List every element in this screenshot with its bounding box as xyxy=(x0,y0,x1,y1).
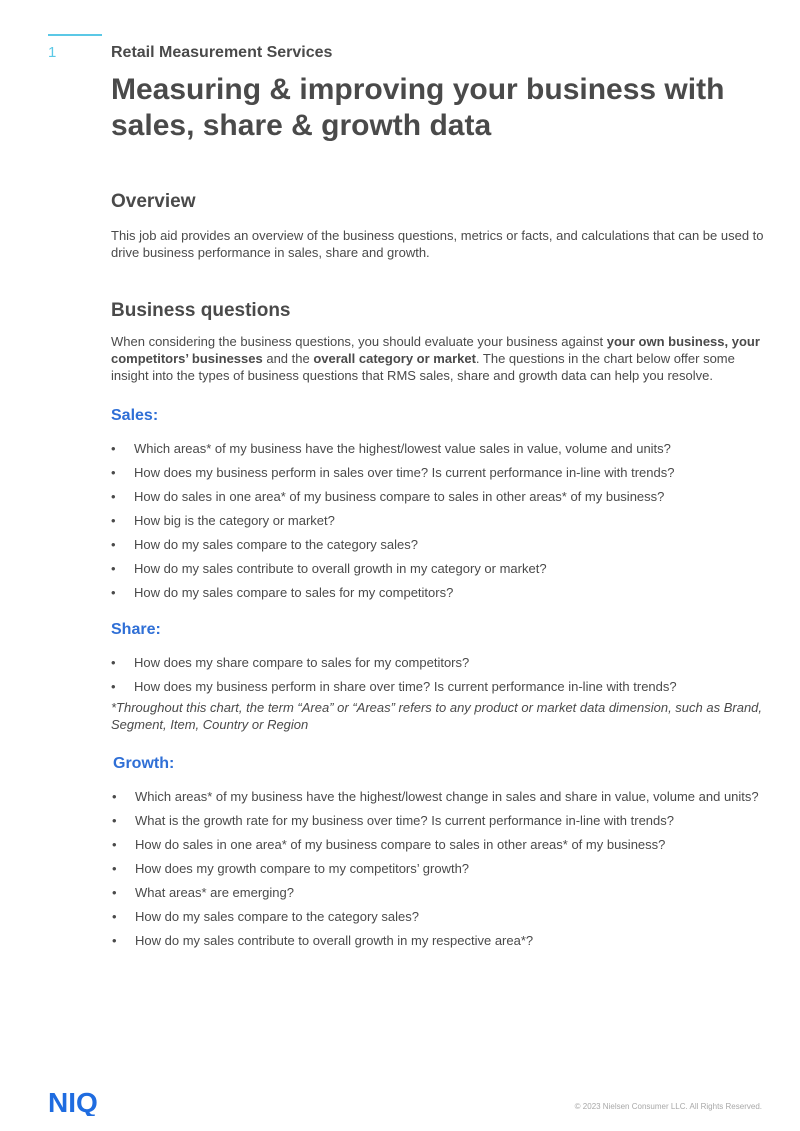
intro-bold-1: your own business, your competitors’ businesses xyxy=(111,334,760,366)
sales-question-list xyxy=(111,441,771,601)
page-accent-rule xyxy=(48,34,102,36)
document-body xyxy=(111,44,771,957)
document-eyebrow: Retail Measurement Services xyxy=(111,44,333,61)
intro-text-1: When considering the business questions, you should evaluate your business against xyxy=(111,334,607,349)
copyright-notice: © 2023 Nielsen Consumer LLC. All Rights Reserved. xyxy=(574,1102,762,1111)
bullet-icon: • xyxy=(112,933,117,948)
bullet-icon: • xyxy=(111,489,116,504)
intro-text-3: . The questions in the chart below offer some insight into the types of business questions that RMS sales, share and growth data can help you resolve. xyxy=(111,351,735,383)
list-item: • How do my sales compare to the category sales? xyxy=(111,537,418,552)
bullet-icon: • xyxy=(111,537,116,552)
intro-text-2: and the xyxy=(262,351,314,366)
sales-heading: Sales: xyxy=(111,407,159,424)
intro-bold-2: overall category or market xyxy=(313,351,476,366)
niq-logo xyxy=(48,1088,108,1121)
growth-question-list xyxy=(112,789,771,949)
list-item: • How does my growth compare to my competitors’ growth? xyxy=(112,861,470,876)
page-number: 1 xyxy=(48,44,57,61)
page-title: Measuring & improving your business with sales, share & growth data xyxy=(111,73,725,142)
list-item: • How do my sales compare to sales for my competitors? xyxy=(111,585,454,600)
list-item: • Which areas* of my business have the highest/lowest change in sales and share in value, volume and units? xyxy=(112,789,759,804)
bullet-icon: • xyxy=(112,909,117,924)
share-heading: Share: xyxy=(111,621,161,638)
area-definition-note: *Throughout this chart, the term “Area” or “Areas” refers to any product or market data dimension, such as Brand, Segment, Item, Country or Region xyxy=(111,700,763,732)
business-questions-heading: Business questions xyxy=(111,300,291,321)
bullet-icon: • xyxy=(111,513,116,528)
bullet-icon: • xyxy=(111,441,116,456)
bullet-icon: • xyxy=(111,585,116,600)
list-item: • How do my sales contribute to overall growth in my category or market? xyxy=(111,561,547,576)
list-item: • How big is the category or market? xyxy=(111,513,335,528)
overview-heading: Overview xyxy=(111,191,196,212)
list-item: • How does my business perform in sales over time? Is current performance in-line with trends? xyxy=(111,465,675,480)
list-item: • How does my share compare to sales for my competitors? xyxy=(111,655,470,670)
niq-logo-text: NIQ xyxy=(48,1088,98,1116)
business-questions-intro xyxy=(111,333,771,384)
list-item: • How do sales in one area* of my business compare to sales in other areas* of my business? xyxy=(112,837,666,852)
list-item: • Which areas* of my business have the highest/lowest value sales in value, volume and units? xyxy=(111,441,671,456)
share-question-list xyxy=(111,655,771,695)
list-item: • How do my sales compare to the category sales? xyxy=(112,909,419,924)
bullet-icon: • xyxy=(111,561,116,576)
list-item: • How does my business perform in share over time? Is current performance in-line with trends? xyxy=(111,679,677,694)
bullet-icon: • xyxy=(112,837,117,852)
bullet-icon: • xyxy=(112,789,117,804)
list-item: • What is the growth rate for my business over time? Is current performance in-line with trends? xyxy=(112,813,674,828)
bullet-icon: • xyxy=(112,861,117,876)
bullet-icon: • xyxy=(111,465,116,480)
list-item: • How do sales in one area* of my business compare to sales in other areas* of my business? xyxy=(111,489,665,504)
bullet-icon: • xyxy=(112,885,117,900)
list-item: • How do my sales contribute to overall growth in my respective area*? xyxy=(112,933,534,948)
overview-text: This job aid provides an overview of the business questions, metrics or facts, and calculations that can be used to drive business performance in sales, share and growth. xyxy=(111,228,764,260)
list-item: • What areas* are emerging? xyxy=(112,885,294,900)
niq-logo-mark xyxy=(48,1088,108,1116)
growth-heading: Growth: xyxy=(113,755,175,772)
bullet-icon: • xyxy=(111,679,116,694)
bullet-icon: • xyxy=(111,655,116,670)
bullet-icon: • xyxy=(112,813,117,828)
